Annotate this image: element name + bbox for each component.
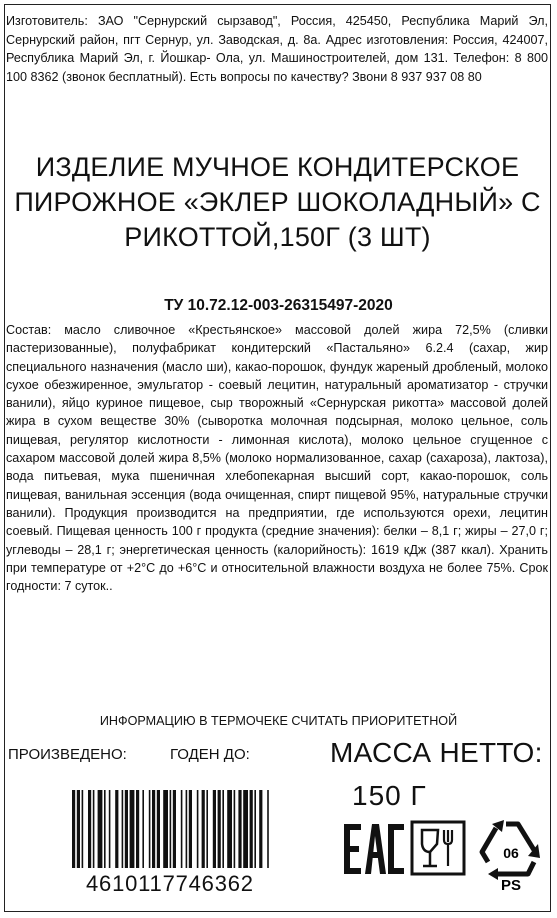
barcode-bar bbox=[142, 790, 144, 868]
net-weight-value: 150 Г bbox=[352, 780, 427, 811]
barcode-bar bbox=[72, 790, 75, 868]
barcode-number: 4610117746362 bbox=[86, 871, 254, 896]
barcode-bar bbox=[125, 790, 128, 868]
glass-and-fork-icon bbox=[410, 820, 466, 876]
barcode-bar bbox=[218, 790, 221, 868]
barcode-bar bbox=[157, 790, 160, 868]
product-title: ИЗДЕЛИЕ МУЧНОЕ КОНДИТЕРСКОЕ ПИРОЖНОЕ «ЭКЛЕР ШОКОЛАДНЫЙ» С РИКОТТОЙ,150Г (3 ШТ) bbox=[14, 152, 541, 252]
recycling-material: PS bbox=[500, 877, 522, 892]
barcode-bar bbox=[109, 790, 111, 868]
produced-label: ПРОИЗВЕДЕНО: bbox=[8, 746, 127, 763]
composition-text: Состав: масло сливочное «Крестьянское» массовой долей жира 72,5% (сливки пастеризованные), полуфабрикат кондитерский «Пастальяно» 6.2.4 (сахар, жир специального назначения (масло ши), какао-порошок, фундук жареный дробленый, молоко сухое обезжиренное, эмульгатор - соевый лецитин, натуральный ароматизатор - стручки ванили), яйцо куриное пищевое, сыр творожный «Сернурская рикотта» массовой долей жира в сухом веществе 30% (сыворотка молочная подсырная, молоко цельное, соль пищевая, регулятор кислотности - лимонная кислота), молоко цельное сгущенное с сахаром массовой долей жира 8,5% (молоко нормализованное, сахар (сахароза), лактоза), вода питьевая, мука пшеничная хлебопекарная высший сорт, какао-порошок, соль пищевая, ванильная эссенция (вода очищенная, спирт пищевой 95%, натуральные стручки ванили). Продукция производится на предприятии, где используются орехи, лецитин соевый. Пищевая ценность 100 г продукта (средние значения): белки – 8,1 г; жиры – 27,0 г; углеводы – 28,1 г; энергетическая ценность (калорийность): 1619 кДж (387 ккал). Хранить при температуре от +2°С до +6°С и относительной влажности воздуха не более 75%. Срок годности: 7 суток.. bbox=[6, 323, 548, 594]
barcode-bar bbox=[213, 790, 216, 868]
barcode-bar bbox=[186, 790, 188, 868]
expiry-label: ГОДЕН ДО: bbox=[170, 746, 250, 763]
barcode-bar bbox=[243, 790, 248, 868]
barcode-bar bbox=[254, 790, 256, 868]
barcode-bar bbox=[136, 790, 139, 868]
barcode-bar bbox=[173, 790, 176, 868]
barcode-bar bbox=[98, 790, 103, 868]
barcode-bar bbox=[88, 790, 91, 868]
barcode-bar bbox=[202, 790, 205, 868]
barcode-bar bbox=[197, 790, 199, 868]
barcode-bar bbox=[250, 790, 253, 868]
barcode-bar bbox=[93, 790, 95, 868]
barcode-bar bbox=[115, 790, 118, 868]
barcode-bar bbox=[152, 790, 155, 868]
barcode bbox=[8, 790, 338, 870]
barcode-bar bbox=[122, 790, 124, 868]
barcode-bar bbox=[206, 790, 208, 868]
eac-icon bbox=[344, 822, 404, 876]
barcode-bar bbox=[77, 790, 80, 868]
barcode-bar bbox=[104, 790, 106, 868]
barcode-bar bbox=[227, 790, 232, 868]
manufacturer-info: Изготовитель: ЗАО "Сернурский сырзавод", Россия, 425450, Республика Марий Эл, Сернурский район, пгт Сернур, ул. Заводская, д. 8а. Адрес изготовления: Россия, 424007, Республика Марий Эл, г. Йошкар- Ола, ул. Машиностроителей, дом 131. Телефон: 8 800 100 8362 (звонок бесплатный). Есть вопросы по качеству? Звони 8 937 937 08 80 bbox=[6, 14, 548, 84]
barcode-bar bbox=[149, 790, 151, 868]
barcode-bar bbox=[170, 790, 172, 868]
barcode-bar bbox=[267, 790, 269, 868]
barcode-bar bbox=[130, 790, 135, 868]
barcode-bar bbox=[222, 790, 224, 868]
barcode-bar bbox=[163, 790, 168, 868]
barcode-bar bbox=[238, 790, 241, 868]
recycling-icon bbox=[478, 816, 544, 892]
recycling-number: 06 bbox=[503, 845, 519, 861]
barcode-bar bbox=[82, 790, 84, 868]
priority-notice: ИНФОРМАЦИЮ В ТЕРМОЧЕКЕ СЧИТАТЬ ПРИОРИТЕТНОЙ bbox=[99, 714, 458, 728]
barcode-bar bbox=[259, 790, 262, 868]
technical-standard: ТУ 10.72.12-003-26315497-2020 bbox=[164, 297, 393, 314]
barcode-bar bbox=[189, 790, 192, 868]
barcode-bar bbox=[234, 790, 236, 868]
barcode-bar bbox=[181, 790, 183, 868]
net-mass-label: МАССА НЕТТО: bbox=[330, 737, 543, 768]
